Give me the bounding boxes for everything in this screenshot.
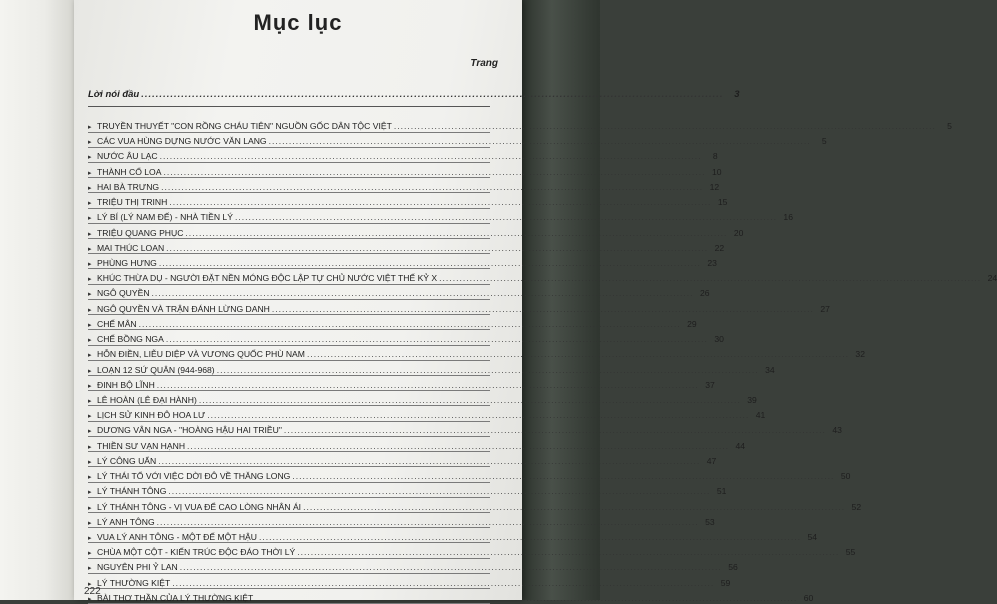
bullet-icon: ▸ bbox=[88, 276, 92, 284]
leader-dots: ................................................................................................................................................................ bbox=[179, 562, 722, 573]
toc-entry-label: THIỀN SƯ VẠN HẠNH bbox=[97, 440, 186, 451]
toc-entry-label: LỊCH SỬ KINH ĐÔ HOA LƯ bbox=[97, 410, 206, 421]
leader-dots: ................................................................................................................................................................ bbox=[234, 212, 777, 223]
toc-entry-label: LOẠN 12 SỨ QUÂN (944-968) bbox=[97, 364, 215, 375]
leader-dots: ................................................................................................................................................................ bbox=[216, 364, 759, 375]
leader-dots: ................................................................................................................................................................ bbox=[158, 257, 701, 268]
toc-entry-page: 5 bbox=[947, 121, 952, 131]
toc-entry bbox=[88, 254, 717, 268]
leader-dots: ................................................................................................................................................................ bbox=[198, 394, 741, 405]
toc-entry bbox=[88, 284, 710, 299]
bullet-icon: ▸ bbox=[88, 367, 92, 375]
toc-entry bbox=[88, 513, 715, 527]
leader-dots: ................................................................................................................................................................ bbox=[185, 227, 728, 238]
book-page bbox=[74, 0, 997, 603]
toc-entry-page: 60 bbox=[803, 592, 814, 603]
toc-entry-label: TRUYỀN THUYẾT "CON RỒNG CHÁU TIÊN" NGUỒN GỐC DÂN TỘC VIỆT bbox=[97, 121, 392, 131]
leader-dots: ................................................................................................................................................................ bbox=[393, 121, 936, 131]
leader-dots: ................................................................................................................................................................ bbox=[158, 455, 701, 466]
toc-entry-page: 12 bbox=[709, 181, 720, 192]
bullet-icon: ▸ bbox=[88, 260, 92, 268]
page-number: 222 bbox=[84, 586, 101, 597]
toc-entry-page: 15 bbox=[717, 197, 728, 208]
bullet-icon: ▸ bbox=[88, 428, 92, 436]
bullet-icon: ▸ bbox=[88, 245, 92, 253]
toc-entry-label: LÝ BÍ (LÝ NAM ĐẾ) - NHÀ TIỀN LÝ bbox=[97, 212, 233, 223]
toc-entry-page: 29 bbox=[687, 318, 697, 329]
toc-entry-label: THÀNH CỔ LOA bbox=[97, 166, 162, 177]
leader-dots: ................................................................................................................................................................ bbox=[141, 89, 724, 100]
toc-entry bbox=[88, 132, 827, 147]
leader-dots: ................................................................................................................................................................ bbox=[159, 151, 702, 162]
toc-entry-page: 47 bbox=[706, 455, 717, 466]
toc-entry bbox=[88, 467, 851, 482]
toc-entry-page: 53 bbox=[705, 516, 715, 527]
toc-entry bbox=[88, 361, 775, 375]
bullet-icon: ▸ bbox=[88, 489, 92, 497]
toc-entry-label: HỖN ĐIỀN, LIỄU DIỆP VÀ VƯƠNG QUỐC PHÙ NAM bbox=[97, 349, 305, 360]
toc-entry bbox=[88, 543, 856, 558]
leader-dots: ................................................................................................................................................................ bbox=[169, 197, 712, 208]
toc-entry-label: VUA LÝ ANH TÔNG - MỘT ĐẾ MỘT HẬU bbox=[97, 531, 257, 542]
toc-entry bbox=[88, 224, 744, 238]
page-column-header: Trang bbox=[470, 58, 498, 69]
toc-entry-label: KHÚC THỪA DỤ - NGƯỜI ĐẶT NỀN MÓNG ĐỘC LẬP TỰ CHỦ NƯỚC VIỆT THẾ KỶ X bbox=[97, 273, 438, 284]
bullet-icon: ▸ bbox=[88, 565, 92, 573]
toc-entry-label: MAI THÚC LOAN bbox=[97, 242, 165, 253]
leader-dots: ................................................................................................................................................................ bbox=[283, 425, 826, 436]
bullet-icon: ▸ bbox=[88, 337, 92, 345]
toc-entry-label: LÝ CÔNG UẨN bbox=[97, 455, 157, 466]
toc-intro-label: Lời nói đầu bbox=[88, 89, 140, 100]
toc-entry-page: 39 bbox=[747, 394, 757, 405]
toc-entry-page: 10 bbox=[711, 166, 722, 177]
toc-entry-page: 37 bbox=[705, 379, 715, 390]
toc-entry-label: BÀI THƠ THẦN CỦA LÝ THƯỜNG KIỆT bbox=[97, 592, 254, 603]
toc-entry-label: LÊ HOÀN (LÊ ĐẠI HÀNH) bbox=[97, 394, 197, 405]
toc-entry-label: CHÙA MỘT CỘT - KIẾN TRÚC ĐỘC ĐÁO THỜI LÝ bbox=[97, 547, 296, 558]
toc-entry-page: 41 bbox=[755, 410, 766, 421]
toc-entry-page: 51 bbox=[716, 486, 727, 497]
bullet-icon: ▸ bbox=[88, 139, 92, 147]
toc-entry-label: CHẾ MÂN bbox=[97, 318, 137, 329]
leader-dots: ................................................................................................................................................................ bbox=[165, 334, 708, 345]
leader-dots: ................................................................................................................................................................ bbox=[156, 379, 699, 390]
toc-entry-page: 24 bbox=[987, 273, 997, 284]
leader-dots: ................................................................................................................................................................ bbox=[163, 166, 706, 177]
bullet-icon: ▸ bbox=[88, 169, 92, 177]
toc-entry-page: 5 bbox=[821, 136, 827, 147]
leader-dots: ................................................................................................................................................................ bbox=[138, 318, 681, 329]
bullet-icon: ▸ bbox=[88, 397, 92, 405]
toc-entry bbox=[88, 574, 731, 588]
toc-entry-page: 22 bbox=[714, 242, 725, 253]
bullet-icon: ▸ bbox=[88, 352, 92, 360]
toc-entry bbox=[88, 208, 793, 223]
toc-entry bbox=[88, 163, 722, 177]
toc-entry-page: 43 bbox=[832, 425, 842, 436]
bullet-icon: ▸ bbox=[88, 321, 92, 329]
toc-entry-label: NGÔ QUYỀN bbox=[97, 288, 150, 299]
toc-entry-label: TRIỆU QUANG PHỤC bbox=[97, 227, 184, 238]
toc-entry-page: 8 bbox=[712, 151, 718, 162]
toc-entry bbox=[88, 117, 952, 131]
bullet-icon: ▸ bbox=[88, 443, 92, 451]
leader-dots: ................................................................................................................................................................ bbox=[268, 136, 811, 147]
toc-entry-label: PHÙNG HƯNG bbox=[97, 257, 157, 268]
bullet-icon: ▸ bbox=[88, 595, 92, 603]
toc-entry-page: 52 bbox=[851, 501, 862, 512]
toc-entry bbox=[88, 193, 728, 208]
toc-entry-page: 30 bbox=[714, 334, 724, 345]
toc-entry-label: NGÔ QUYỀN VÀ TRẬN ĐÁNH LỪNG DANH bbox=[97, 303, 270, 314]
toc-entry bbox=[88, 528, 817, 542]
toc-entry bbox=[88, 147, 718, 162]
bullet-icon: ▸ bbox=[88, 580, 92, 588]
toc-entry bbox=[88, 345, 865, 360]
toc-entry-label: LÝ THƯỜNG KIỆT bbox=[97, 577, 171, 588]
toc-entry bbox=[88, 498, 862, 512]
toc-entry bbox=[88, 406, 766, 421]
toc-entry-label: HAI BÀ TRƯNG bbox=[97, 181, 160, 192]
toc-entry-label: CHẾ BỒNG NGA bbox=[97, 334, 164, 345]
bullet-icon: ▸ bbox=[88, 550, 92, 558]
toc-entry-label: LÝ THÁNH TÔNG bbox=[97, 486, 167, 497]
leader-dots: ................................................................................................................................................................ bbox=[255, 592, 798, 603]
bullet-icon: ▸ bbox=[88, 504, 92, 512]
bullet-icon: ▸ bbox=[88, 291, 92, 299]
toc-entry bbox=[88, 421, 842, 436]
toc-entry-page: 50 bbox=[840, 471, 851, 482]
toc-entry bbox=[88, 269, 997, 284]
bullet-icon: ▸ bbox=[88, 382, 92, 390]
toc-entry-page: 34 bbox=[765, 364, 775, 375]
toc-entry bbox=[88, 452, 717, 466]
toc-entry bbox=[88, 315, 697, 329]
toc-entry bbox=[88, 437, 746, 451]
leader-dots: ................................................................................................................................................................ bbox=[297, 547, 840, 558]
toc-entry-page: 26 bbox=[700, 288, 710, 299]
leader-dots: ................................................................................................................................................................ bbox=[168, 486, 711, 497]
bullet-icon: ▸ bbox=[88, 184, 92, 192]
toc-entry-page: 32 bbox=[855, 349, 865, 360]
toc-intro-row bbox=[88, 86, 740, 100]
toc-entry bbox=[88, 239, 725, 253]
toc-entry-label: DƯƠNG VÂN NGA - "HOÀNG HẬU HAI TRIỀU" bbox=[97, 425, 282, 436]
toc-entry-label: ĐINH BỘ LĨNH bbox=[97, 379, 155, 390]
leader-dots: ................................................................................................................................................................ bbox=[151, 288, 694, 299]
toc-entry-page: 44 bbox=[735, 440, 746, 451]
bullet-icon: ▸ bbox=[88, 458, 92, 466]
toc-entry-page: 54 bbox=[807, 531, 817, 542]
toc-entry-label: CÁC VUA HÙNG DỰNG NƯỚC VĂN LANG bbox=[97, 136, 267, 147]
bullet-icon: ▸ bbox=[88, 413, 92, 421]
page-title: Mục lục bbox=[253, 10, 343, 35]
toc-entry bbox=[88, 330, 724, 345]
leader-dots: ................................................................................................................................................................ bbox=[161, 181, 704, 192]
toc-entry bbox=[88, 589, 814, 603]
toc-entry-page: 16 bbox=[783, 212, 793, 223]
leader-dots: ................................................................................................................................................................ bbox=[187, 440, 730, 451]
toc-entry-label: LÝ ANH TÔNG bbox=[97, 516, 155, 527]
toc-entry-page: 27 bbox=[820, 303, 830, 314]
toc-entry-label: LÝ THÁI TỔ VỚI VIỆC DỜI ĐÔ VỀ THĂNG LONG bbox=[97, 471, 291, 482]
bullet-icon: ▸ bbox=[88, 230, 92, 238]
toc-entry bbox=[88, 178, 720, 192]
bullet-icon: ▸ bbox=[88, 306, 92, 314]
leader-dots: ................................................................................................................................................................ bbox=[306, 349, 849, 360]
leader-dots: ................................................................................................................................................................ bbox=[207, 410, 750, 421]
toc-intro-page: 3 bbox=[734, 89, 740, 100]
bullet-icon: ▸ bbox=[88, 519, 92, 527]
toc-entry bbox=[88, 376, 715, 390]
leader-dots: ................................................................................................................................................................ bbox=[439, 273, 982, 284]
toc-entry-label: NƯỚC ÂU LẠC bbox=[97, 151, 158, 162]
left-page-edge bbox=[0, 0, 74, 600]
toc-entry bbox=[88, 300, 830, 314]
toc-entry-page: 59 bbox=[720, 577, 731, 588]
toc-entry-page: 20 bbox=[733, 227, 744, 238]
leader-dots: ................................................................................................................................................................ bbox=[292, 471, 835, 482]
bullet-icon: ▸ bbox=[88, 200, 92, 208]
leader-dots: ................................................................................................................................................................ bbox=[258, 531, 801, 542]
leader-dots: ................................................................................................................................................................ bbox=[166, 242, 709, 253]
bullet-icon: ▸ bbox=[88, 215, 92, 223]
bullet-icon: ▸ bbox=[88, 124, 92, 131]
leader-dots: ................................................................................................................................................................ bbox=[172, 577, 715, 588]
bullet-icon: ▸ bbox=[88, 474, 92, 482]
toc-entry-page: 23 bbox=[707, 257, 717, 268]
divider bbox=[88, 106, 490, 107]
toc-entry-page: 55 bbox=[845, 547, 856, 558]
leader-dots: ................................................................................................................................................................ bbox=[303, 501, 846, 512]
toc-entry-page: 56 bbox=[728, 562, 738, 573]
toc-entry-label: NGUYÊN PHI Ỷ LAN bbox=[97, 562, 178, 573]
toc-entry-label: LÝ THÁNH TÔNG - VỊ VUA ĐỂ CAO LÒNG NHÂN ÁI bbox=[97, 501, 302, 512]
bullet-icon: ▸ bbox=[88, 534, 92, 542]
toc-entry bbox=[88, 391, 757, 405]
toc-entry-label: TRIỆU THỊ TRINH bbox=[97, 197, 168, 208]
leader-dots: ................................................................................................................................................................ bbox=[156, 516, 699, 527]
toc-entry bbox=[88, 482, 727, 497]
toc-entry bbox=[88, 558, 738, 573]
bullet-icon: ▸ bbox=[88, 154, 92, 162]
leader-dots: ................................................................................................................................................................ bbox=[271, 303, 814, 314]
